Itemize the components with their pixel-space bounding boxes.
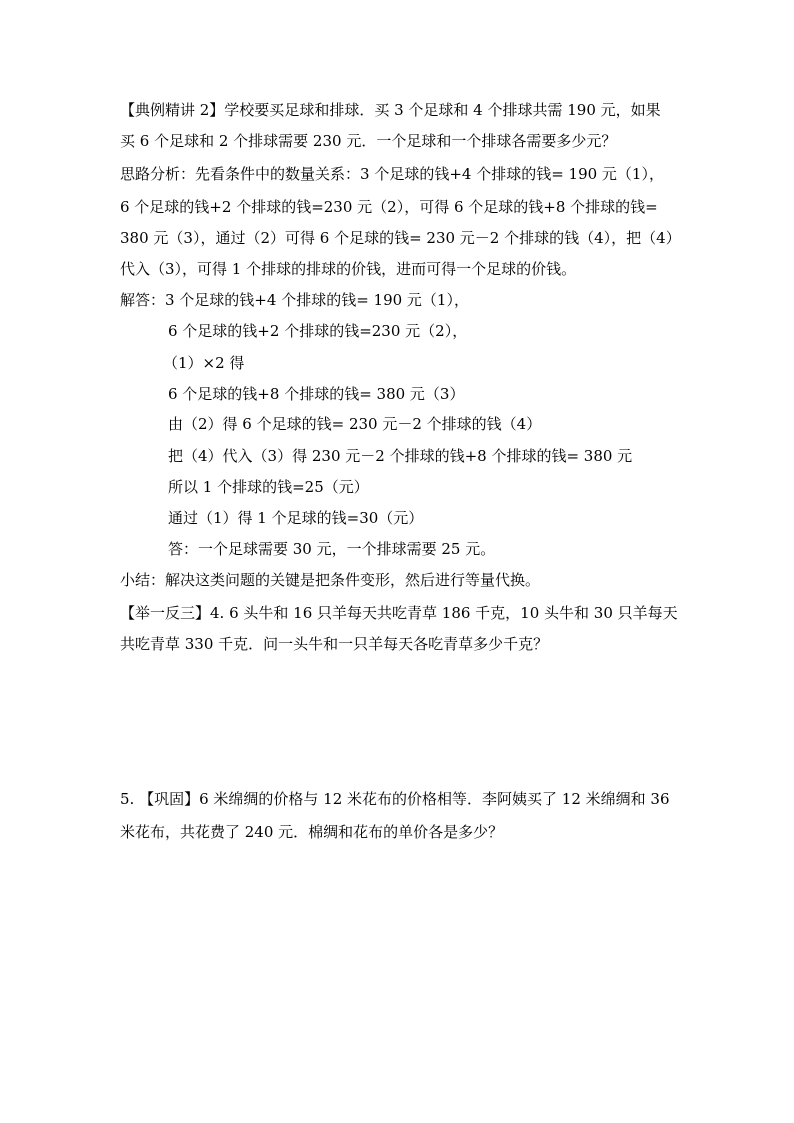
- example-line-2: 买 6 个足球和 2 个排球需要 230 元．一个足球和一个排球各需要多少元？: [120, 132, 617, 150]
- practice-line-2: 共吃青草 330 千克．问一头牛和一只羊每天各吃青草多少千克？: [120, 635, 549, 653]
- solution-line-8: 通过（1）得 1 个足球的钱=30（元）: [168, 509, 424, 527]
- solution-line-4: 6 个足球的钱+8 个排球的钱= 380 元（3）: [168, 385, 465, 403]
- analysis-line-4: 代入（3），可得 1 个排球的排球的价钱，进而可得一个足球的价钱。: [120, 260, 577, 278]
- solution-line-6: 把（4）代入（3）得 230 元－2 个排球的钱+8 个排球的钱= 380 元: [168, 447, 633, 465]
- analysis-line-1: 思路分析：先看条件中的数量关系：3 个足球的钱+4 个排球的钱= 190 元（1），: [120, 165, 664, 183]
- summary-line: 小结：解决这类问题的关键是把条件变形，然后进行等量代换。: [120, 571, 541, 589]
- solution-answer: 答：一个足球需要 30 元，一个排球需要 25 元。: [168, 540, 496, 558]
- consolidate-line-1: 5. 【巩固】6 米绵绸的价格与 12 米花布的价格相等．李阿姨买了 12 米绵绸和 36: [120, 790, 670, 808]
- solution-line-1: 解答：3 个足球的钱+4 个排球的钱= 190 元（1），: [120, 291, 469, 309]
- solution-line-5: 由（2）得 6 个足球的钱= 230 元－2 个排球的钱（4）: [168, 415, 542, 433]
- practice-line-1: 【举一反三】4. 6 头牛和 16 只羊每天共吃青草 186 千克，10 头牛和 30 只羊每天: [120, 604, 678, 622]
- solution-line-2: 6 个足球的钱+2 个排球的钱=230 元（2），: [168, 322, 468, 340]
- example-line-1: 【典例精讲 2】学校要买足球和排球．买 3 个足球和 4 个排球共需 190 元，如果: [120, 101, 661, 119]
- analysis-line-2: 6 个足球的钱+2 个排球的钱=230 元（2），可得 6 个足球的钱+8 个排球的钱=: [120, 198, 658, 216]
- analysis-line-3: 380 元（3），通过（2）可得 6 个足球的钱= 230 元－2 个排球的钱（4），把（4）: [120, 229, 681, 247]
- consolidate-line-2: 米花布，共花费了 240 元．棉绸和花布的单价各是多少？: [120, 823, 504, 841]
- solution-line-3: （1）×2 得: [163, 354, 245, 372]
- solution-line-7: 所以 1 个排球的钱=25（元）: [168, 478, 369, 496]
